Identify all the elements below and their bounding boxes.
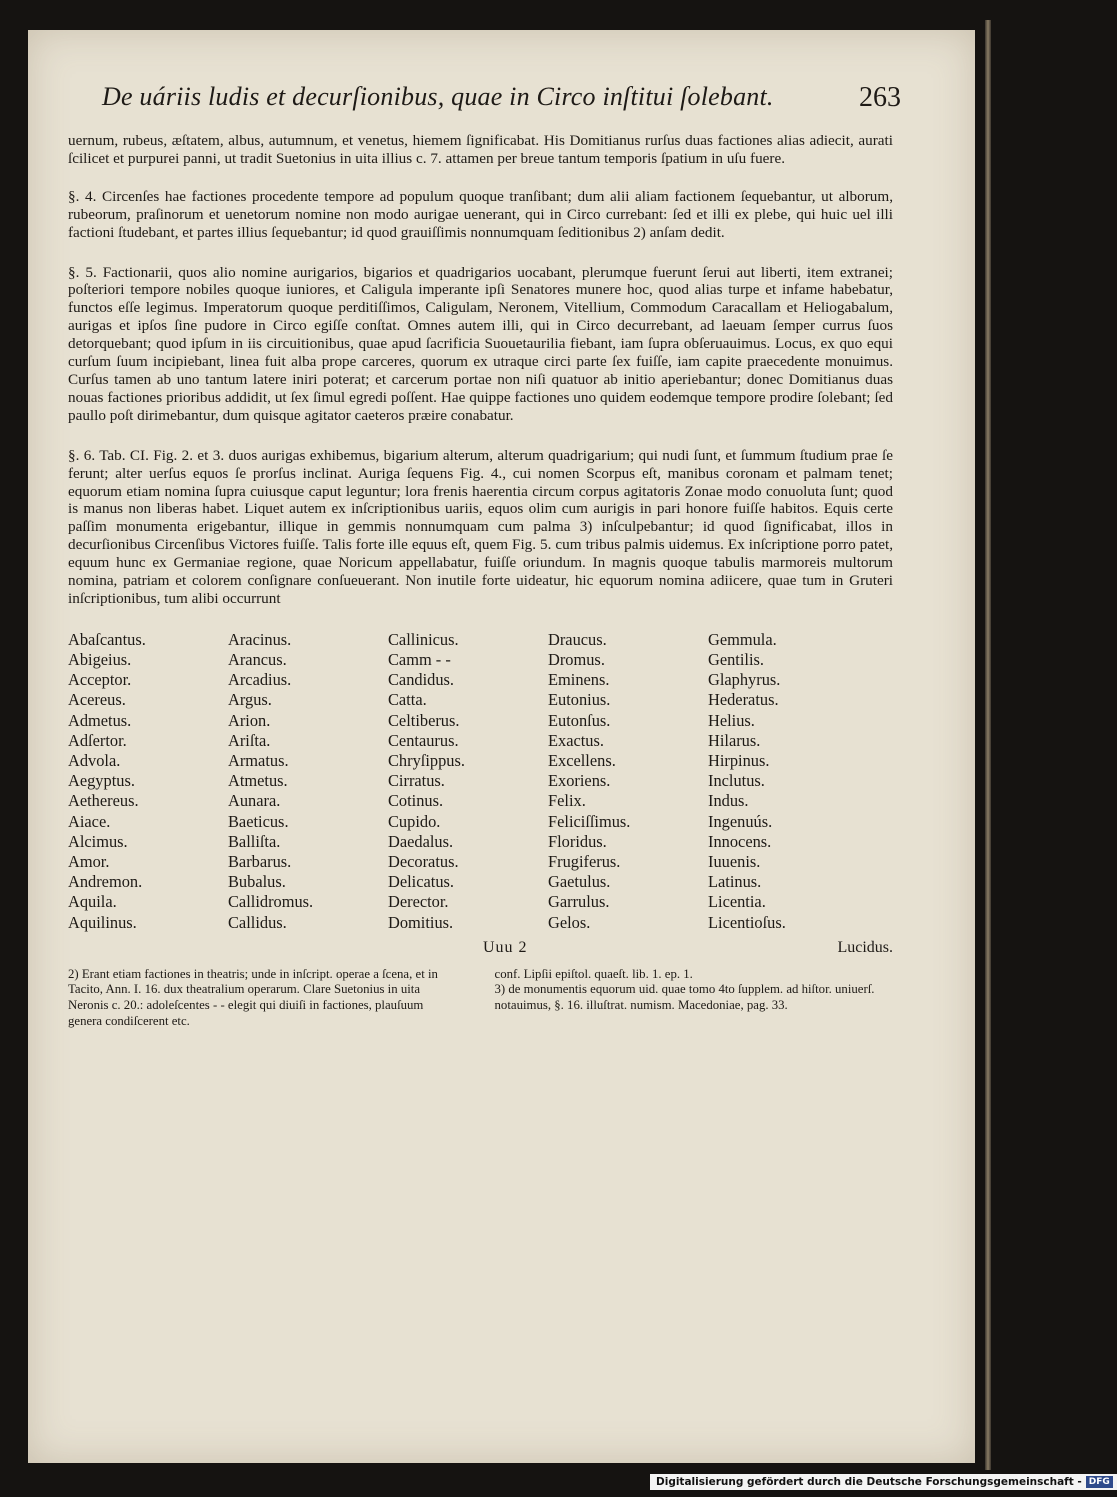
names-column [388,630,548,933]
horse-name: Exactus. [548,730,604,750]
horse-name: Admetus. [68,710,132,730]
page-header [68,78,901,132]
horse-name: Licentia. [708,892,766,912]
horse-name: Advola. [68,751,121,771]
horse-name: Helius. [708,710,755,730]
horse-name: Floridus. [548,831,607,851]
horse-name: Gaetulus. [548,872,611,892]
horse-name: Callidromus. [228,892,314,912]
horse-name: Chryſippus. [388,751,465,771]
horse-name: Abigeius. [68,650,132,670]
horse-name: Hilarus. [708,730,761,750]
book-page [28,30,975,1463]
horse-name: Aiace. [68,811,111,831]
catchword: Lucidus. [837,938,893,956]
body-text [68,132,893,608]
horse-name: Callidus. [228,912,287,932]
horse-name: Inclutus. [708,771,765,791]
horse-name: Amor. [68,852,110,872]
names-column [708,630,868,933]
horse-name: Abaſcantus. [68,629,146,649]
horse-name: Derector. [388,892,449,912]
horse-name: Eutonius. [548,690,611,710]
horse-name: Delicatus. [388,872,454,892]
catchline [68,937,893,963]
horse-name: Garrulus. [548,892,610,912]
names-column [68,630,228,933]
digitization-credit [650,1474,1117,1490]
horse-name: Aquila. [68,892,117,912]
horse-name: Draucus. [548,629,607,649]
horse-name: Ingenuús. [708,811,773,831]
horse-name: Bubalus. [228,872,286,892]
horse-name: Felix. [548,791,586,811]
horse-name: Innocens. [708,831,772,851]
horse-name: Catta. [388,690,427,710]
horse-name: Dromus. [548,650,605,670]
horse-name: Adſertor. [68,730,127,750]
horse-name: Cirratus. [388,771,445,791]
horse-name: Celtiberus. [388,710,460,730]
horse-name: Argus. [228,690,272,710]
paragraph-continuation: uernum, rubeus, æſtatem, albus, autumnum, et venetus, hiemem ſignificabat. His Domitianus rurſus duas factiones alias adiecit, aurati ſcilicet et purpurei panni, ut tradit Suetonius in uita illius c. 7. attamen per breue tantum temporis ſpatium in uſu fuere. [68,132,893,167]
paragraph-section-6: §. 6. Tab. CI. Fig. 2. et 3. duos aurigas exhibemus, bigarium alterum, alterum quadrigarium; qui nudi ſunt, et ſummum ſtudium prae ſe ferunt; alter uerſus equos ſe prorſus inclinat. Auriga ſequens Fig. 4., cui nomen Scorpus eſt, manibus coronam et palmam tenet; equorum etiam nomina ſupra cuiusque caput leguntur; lora frenis haerentia circum corpus agitatoris Zonae modo conuoluta ſunt; quod is manus non liberas habet. Liquet autem ex inſcriptionibus uariis, equos olim cum aurigis in pari honore fuiſſe habitos. Equis certe paſſim monumenta erigebantur, illique in gemmis nonnumquam cum palma 3) inſculpebantur; id quod ſignificabat, illos in decurſionibus Circenſibus Victores fuiſſe. Talis forte ille equus eſt, quem Fig. 5. cum tribus palmis uidemus. Ex inſcriptione porro patet, equum hunc ex Germaniae regione, quae Noricum appellabatur, fuiſſe oriundum. In magnis quoque tabulis marmoreis multorum nomina, patriam et colorem conſignare conſueuerant. Non inutile forte uideatur, hic equorum nomina adiicere, quae tum in Gruteri inſcriptionibus, tum alibi occurrunt [68,446,893,607]
footnotes-right-column [495,967,893,1029]
horse-name: Excellens. [548,751,616,771]
horse-name: Callinicus. [388,629,459,649]
horse-name: Centaurus. [388,730,459,750]
horse-name: Gemmula. [708,629,777,649]
horse-name: Atmetus. [228,771,288,791]
horse-name: Arion. [228,710,271,730]
page-content [68,78,901,1029]
paragraph-section-4: §. 4. Circenſes hae factiones procedente tempore ad populum quoque tranſibant; dum alii aliam factionem ſequebantur, ut alborum, rubeorum, praſinorum et uenetorum nomine non modo aurigae uenerant, qui in Circo currebant: ſed et illi ex plebe, qui huic uel illi factioni ſtudebant, et partes illius ſequebantur; id quod grauiſſimis nonnumquam ſeditionibus 2) anſam dedit. [68,187,893,241]
horse-name: Camm - - [388,650,451,670]
names-column [228,630,388,933]
footnote-2-continuation: conf. Lipſii epiſtol. quaeſt. lib. 1. ep. 1. [494,966,693,981]
horse-name: Glaphyrus. [708,670,781,690]
horse-name: Gelos. [548,912,591,932]
horse-name: Licentioſus. [708,912,786,932]
horse-name: Frugiferus. [548,852,621,872]
horse-name: Arcadius. [228,670,292,690]
book-spine-edge [985,20,991,1470]
page-number: 263 [859,82,901,113]
credit-text: Digitalisierung gefördert durch die Deutsche Forschungsgemeinschaft - [656,1476,1082,1488]
footnotes [68,967,893,1029]
footnote-2: 2) Erant etiam factiones in theatris; unde in inſcript. operae a ſcena, et in Tacito, Ann. I. 16. dux theatralium operarum. Clare Suetonius in uita Neronis c. 20.: adoleſcentes - - elegit qui diuiſi in factiones, plauſuum genera condiſcerent etc. [68,966,438,1028]
horse-name: Daedalus. [388,831,454,851]
horse-name: Barbarus. [228,852,292,872]
horse-name: Exoriens. [548,771,611,791]
running-title: De uáriis ludis et decurſionibus, quae in Circo inſtitui ſolebant. [102,82,774,111]
horse-name: Ariſta. [228,730,271,750]
footnotes-left-column [68,967,447,1029]
horse-name: Acceptor. [68,670,132,690]
horse-name: Iuuenis. [708,852,761,872]
horse-name: Eminens. [548,670,610,690]
horse-name: Acereus. [68,690,126,710]
horse-name: Cupido. [388,811,441,831]
horse-name: Indus. [708,791,749,811]
paragraph-section-5: §. 5. Factionarii, quos alio nomine aurigarios, bigarios et quadrigarios uocabant, plerumque fuerunt ſerui aut liberti, item extranei; poſteriori tempore nobiles quoque iuniores, et Caligula imperante ipſi Senatores munere hoc, quod alias turpe et infame habebatur, functos eſſe legimus. Imperatorum quoque perditiſſimos, Caligulam, Neronem, Vitellium, Commodum Caracallam et Heliogabalum, aurigas et ipſos ſine pudore in Circo egiſſe conſtat. Omnes autem illi, qui in Circo decurrebant, ad laeuam ſemper currus ſuos detorquebant; quod ipſum in iis circuitionibus, quae apud ſacrificia Suouetaurilia fiebant, iam ſupra obſeruauimus. Locus, ex quo equi curſum ſuum incipiebant, linea fuit alba prope carceres, quorum ex utraque circi parte ſex fuiſſe, iam capite praecedente monuimus. Curſus tamen ab uno tantum latere iniri poterat; et carcerum portae non niſi quatuor ab initio aperiebantur; donec Domitianus duas nouas factiones prioribus addidit, ut ſex ſimul egredi poſſent. Hae quippe factiones uno quidem eodemque tempore prodire ſolebant; ſed paullo poſt dirimebantur, dum quisque agitator caeteros præire conabatur. [68,263,893,424]
horse-name: Feliciſſimus. [548,811,631,831]
horse-name: Gentilis. [708,650,764,670]
horse-name: Aquilinus. [68,912,137,932]
horse-name: Alcimus. [68,831,128,851]
horse-name: Candidus. [388,670,455,690]
horse-name: Cotinus. [388,791,444,811]
horse-name: Arancus. [228,650,287,670]
horse-name: Aunara. [228,791,281,811]
horse-name: Hederatus. [708,690,779,710]
horse-name: Armatus. [228,751,289,771]
names-column [548,630,708,933]
horse-name: Decoratus. [388,852,459,872]
horse-name: Domitius. [388,912,454,932]
horse-name: Aethereus. [68,791,139,811]
horse-name: Aracinus. [228,629,292,649]
horse-name: Eutonſus. [548,710,611,730]
dfg-logo: DFG [1086,1476,1113,1488]
horse-name: Andremon. [68,872,143,892]
horse-name: Aegyptus. [68,771,135,791]
horse-name: Hirpinus. [708,751,770,771]
horse-name: Latinus. [708,872,762,892]
horse-name: Baeticus. [228,811,289,831]
footnote-3: 3) de monumentis equorum uid. quae tomo 4to ſupplem. ad hiſtor. uniuerſ. notauimus, §. 16. illuſtrat. numism. Macedoniae, pag. 33. [494,982,875,1013]
horse-name: Balliſta. [228,831,281,851]
signature-mark: Uuu 2 [483,938,528,956]
horse-names-list [68,630,893,933]
